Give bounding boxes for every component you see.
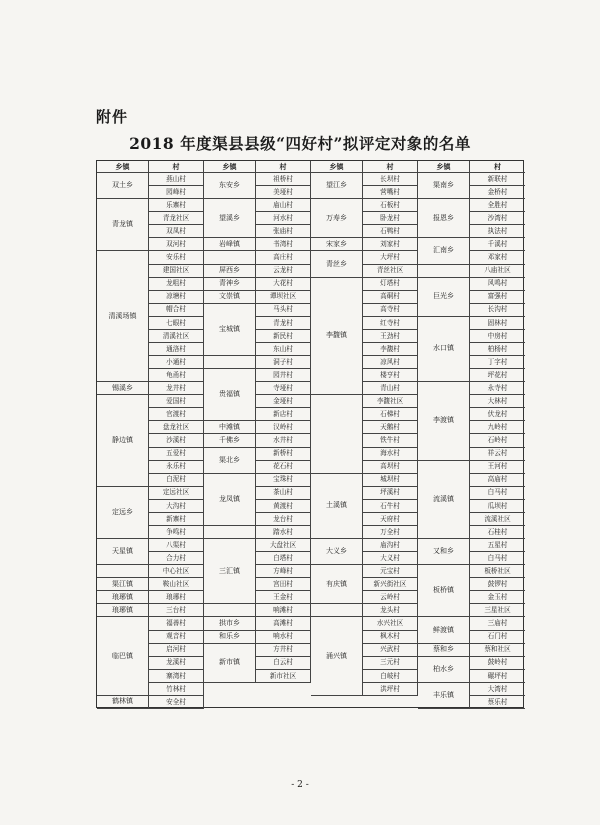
column-header-village: 村 [149,161,204,173]
township-cell [204,356,256,369]
village-cell: 刘家村 [363,238,418,251]
township-cell: 板桥镇 [418,565,470,617]
village-cell: 凉风村 [363,356,418,369]
village-cell: 兴武村 [363,644,418,657]
column-header-township: 乡镇 [418,161,470,173]
village-cell: 洞子村 [256,356,311,369]
village-cell: 石桂村 [470,526,525,539]
township-cell [204,251,256,264]
village-cell: 大义村 [363,552,418,565]
village-cell: 富强村 [470,291,525,304]
village-cell: 板桥社区 [470,565,525,578]
township-cell: 中滩镇 [204,421,256,434]
village-cell: 三庙村 [470,617,525,630]
township-cell: 汇南乡 [418,238,470,264]
township-cell [418,265,470,278]
village-cell: 龙台村 [256,513,311,526]
village-cell: 新寨村 [149,513,204,526]
village-cell: 安乐村 [149,251,204,264]
village-cell: 五爱村 [149,448,204,461]
township-cell: 又和乡 [418,539,470,565]
column-header-township: 乡镇 [204,161,256,173]
village-cell: 寺垭村 [256,382,311,395]
village-cell: 白马村 [470,487,525,500]
village-cell: 金玉村 [470,591,525,604]
township-cell [204,526,256,539]
township-cell: 文崇镇 [204,291,256,304]
village-cell: 坪花村 [470,369,525,382]
village-cell: 八渠村 [149,539,204,552]
township-cell: 柏水乡 [418,657,470,683]
village-cell: 柏杨村 [470,343,525,356]
village-cell: 蔡乐村 [470,696,525,709]
village-cell: 乐寨村 [149,199,204,212]
village-cell: 竹林村 [149,683,204,696]
village-cell: 双河村 [149,238,204,251]
village-cell: 官渡村 [149,408,204,421]
township-cell: 土溪镇 [311,474,363,539]
village-cell: 新联村 [470,173,525,186]
village-cell: 铁牛村 [363,434,418,447]
village-cell: 园井村 [256,369,311,382]
village-cell: 启河村 [149,644,204,657]
village-cell: 石鸭村 [363,225,418,238]
township-cell: 拱市乡 [204,617,256,630]
township-cell: 静边镇 [97,395,149,487]
township-cell: 贵福镇 [204,369,256,421]
village-cell: 清溪社区 [149,330,204,343]
column-header-township: 乡镇 [97,161,149,173]
township-cell: 有庆镇 [311,565,363,604]
township-cell: 宝城镇 [204,304,256,356]
village-cell: 通洛村 [149,343,204,356]
township-cell: 涌兴镇 [311,617,363,695]
village-cell: 龙溪村 [149,657,204,670]
village-cell: 寨湾村 [149,670,204,683]
village-cell: 大花村 [256,278,311,291]
village-cell: 大林村 [470,395,525,408]
township-cell: 李馥镇 [311,278,363,396]
village-cell: 永乐村 [149,461,204,474]
township-cell [311,604,363,617]
village-cell: 蔡和社区 [470,644,525,657]
village-cell: 茶山村 [256,487,311,500]
village-cell: 高滩村 [256,617,311,630]
township-cell: 水口镇 [418,317,470,382]
village-cell: 鼓岭村 [470,657,525,670]
village-cell: 石梯村 [363,408,418,421]
village-cell: 高硐村 [363,291,418,304]
village-cell: 楼亨村 [363,369,418,382]
township-cell [97,565,149,578]
township-cell: 千佛乡 [204,434,256,447]
village-cell: 张庙村 [256,225,311,238]
village-cell: 帽合村 [149,304,204,317]
village-cell: 爱国村 [149,395,204,408]
village-cell: 定远社区 [149,487,204,500]
village-cell: 新市社区 [256,670,311,683]
village-cell: 合力村 [149,552,204,565]
village-cell: 石岭村 [470,434,525,447]
village-cell: 琅琊村 [149,591,204,604]
township-cell: 鲜渡镇 [418,617,470,643]
village-cell: 沙溪村 [149,434,204,447]
village-cell: 高庙村 [470,474,525,487]
village-cell: 高庄村 [256,251,311,264]
village-cell: 五星村 [470,539,525,552]
village-cell: 瓜坝村 [470,500,525,513]
village-cell: 卧龙村 [363,212,418,225]
township-cell: 锡溪乡 [97,382,149,395]
village-cell: 丁字村 [470,356,525,369]
village-cell: 祖桥村 [256,173,311,186]
village-cell: 大沟村 [149,500,204,513]
village-cell: 新店村 [256,408,311,421]
village-cell: 金桥村 [470,186,525,199]
village-cell: 白泥村 [149,474,204,487]
village-cell: 龟甬村 [149,369,204,382]
village-cell: 新兴街社区 [363,578,418,591]
village-cell: 红寺村 [363,317,418,330]
village-cell: 龙咀村 [149,278,204,291]
village-cell: 沙湾村 [470,212,525,225]
village-cell: 大盘社区 [256,539,311,552]
village-cell: 大湾村 [470,683,525,696]
village-cell: 王河村 [470,461,525,474]
township-cell: 鹤林镇 [97,696,149,709]
village-cell: 流溪社区 [470,513,525,526]
village-cell: 长坝村 [363,173,418,186]
township-cell: 青神乡 [204,278,256,291]
township-cell: 三汇镇 [204,539,256,604]
township-cell: 青丝乡 [311,251,363,277]
village-cell: 黄渡村 [256,500,311,513]
township-cell: 青龙镇 [97,199,149,251]
village-cell: 金垭村 [256,395,311,408]
village-cell: 书湾村 [256,238,311,251]
village-cell: 白马村 [470,552,525,565]
township-cell [204,604,256,617]
village-cell: 坪溪村 [363,487,418,500]
village-cell: 方峰村 [256,565,311,578]
village-list-table [96,160,524,708]
village-cell: 水井村 [256,434,311,447]
village-cell: 青龙社区 [149,212,204,225]
village-cell: 碾坪村 [470,670,525,683]
column-header-village: 村 [363,161,418,173]
village-cell: 青龙村 [256,317,311,330]
village-cell: 石板村 [363,199,418,212]
village-cell: 营嘴村 [363,186,418,199]
village-cell: 凉塘村 [149,291,204,304]
township-cell: 望江乡 [311,173,363,199]
village-cell: 白岐村 [363,670,418,683]
village-cell: 响滩村 [256,604,311,617]
township-cell: 定远乡 [97,487,149,539]
township-cell [311,395,363,473]
village-cell: 河水村 [256,212,311,225]
village-cell: 大坪村 [363,251,418,264]
village-cell: 龙井村 [149,382,204,395]
village-cell: 宝珠村 [256,474,311,487]
village-cell: 中房村 [470,330,525,343]
village-cell: 海水村 [363,448,418,461]
village-cell: 燕山村 [149,173,204,186]
village-cell: 小通村 [149,356,204,369]
village-cell: 方井村 [256,644,311,657]
village-cell: 高寺村 [363,304,418,317]
village-cell: 元宝村 [363,565,418,578]
village-cell: 中心社区 [149,565,204,578]
village-cell: 李馥村 [363,343,418,356]
township-cell: 报恩乡 [418,199,470,238]
village-cell: 争鸣村 [149,526,204,539]
township-cell: 蔡和乡 [418,644,470,657]
village-cell: 城坝村 [363,474,418,487]
page-number: - 2 - [291,780,309,790]
village-cell: 固林村 [470,317,525,330]
township-cell: 望溪乡 [204,199,256,238]
village-cell: 谭坝社区 [256,291,311,304]
township-cell: 渠北乡 [204,448,256,474]
township-cell: 琅琊镇 [97,604,149,617]
village-cell: 宫田村 [256,578,311,591]
village-cell: 建国社区 [149,265,204,278]
township-cell: 天星镇 [97,539,149,565]
village-cell: 千溪村 [470,238,525,251]
village-cell: 邓家村 [470,251,525,264]
village-cell: 美垭村 [256,186,311,199]
village-cell: 花石村 [256,461,311,474]
village-cell: 洪坪村 [363,683,418,696]
village-cell: 白塔村 [256,552,311,565]
village-cell: 响水村 [256,631,311,644]
township-cell: 宋家乡 [311,238,363,251]
village-cell: 东山村 [256,343,311,356]
village-cell: 双凤村 [149,225,204,238]
village-cell: 八庙社区 [470,265,525,278]
village-cell: 三星社区 [470,604,525,617]
village-cell: 长沟村 [470,304,525,317]
township-cell: 龙凤镇 [204,474,256,526]
village-cell: 青山村 [363,382,418,395]
township-cell: 李渡镇 [418,382,470,460]
village-cell: 观音村 [149,631,204,644]
township-cell: 双土乡 [97,173,149,199]
township-cell: 巨光乡 [418,278,470,317]
village-cell: 王劲村 [363,330,418,343]
village-cell: 三台村 [149,604,204,617]
village-cell: 汉岭村 [256,421,311,434]
township-cell: 琅琊镇 [97,591,149,604]
village-cell: 九岭村 [470,421,525,434]
village-cell: 高坝村 [363,461,418,474]
village-cell: 永寺村 [470,382,525,395]
village-cell: 天鹅村 [363,421,418,434]
village-cell: 七眼村 [149,317,204,330]
village-cell: 青丝社区 [363,265,418,278]
village-cell: 白云村 [256,657,311,670]
village-cell: 祥云村 [470,448,525,461]
village-cell: 石门村 [470,631,525,644]
village-cell: 万全村 [363,526,418,539]
township-cell: 岩峰镇 [204,238,256,251]
township-cell: 屏西乡 [204,265,256,278]
township-cell: 清溪场镇 [97,251,149,382]
village-cell: 水兴社区 [363,617,418,630]
village-cell: 风鸣村 [470,278,525,291]
village-cell: 鼓锣村 [470,578,525,591]
township-cell: 渠江镇 [97,578,149,591]
village-cell: 盘龙社区 [149,421,204,434]
village-cell: 踏水村 [256,526,311,539]
village-cell: 三元村 [363,657,418,670]
annex-label: 附件 [96,108,129,126]
column-header-village: 村 [256,161,311,173]
village-cell: 云岭村 [363,591,418,604]
township-cell: 新市镇 [204,644,256,683]
township-cell: 万寿乡 [311,199,363,238]
document-title: 2018 年度渠县县级“四好村”拟评定对象的名单 [129,134,471,153]
village-cell: 全胜村 [470,199,525,212]
township-cell: 渠南乡 [418,173,470,199]
village-cell: 枫木村 [363,631,418,644]
township-cell: 和乐乡 [204,631,256,644]
village-cell: 马头村 [256,304,311,317]
village-cell: 灯塔村 [363,278,418,291]
village-cell: 伏龙村 [470,408,525,421]
village-cell: 王金村 [256,591,311,604]
township-cell: 东安乡 [204,173,256,199]
village-cell: 天府村 [363,513,418,526]
village-cell: 庙山村 [256,199,311,212]
township-cell: 丰乐镇 [418,683,470,709]
village-cell: 新桥村 [256,448,311,461]
village-cell: 庙沟村 [363,539,418,552]
village-cell: 云龙村 [256,265,311,278]
village-cell: 鞍山社区 [149,578,204,591]
township-cell: 大义乡 [311,539,363,565]
village-cell: 李馥社区 [363,395,418,408]
village-cell: 新民村 [256,330,311,343]
village-cell: 龙头村 [363,604,418,617]
township-cell: 临巴镇 [97,617,149,695]
column-header-village: 村 [470,161,525,173]
village-cell: 安全村 [149,696,204,709]
village-cell: 福善村 [149,617,204,630]
village-cell: 石牛村 [363,500,418,513]
village-cell: 执法村 [470,225,525,238]
township-cell: 流溪镇 [418,461,470,539]
village-cell: 园峰村 [149,186,204,199]
column-header-township: 乡镇 [311,161,363,173]
